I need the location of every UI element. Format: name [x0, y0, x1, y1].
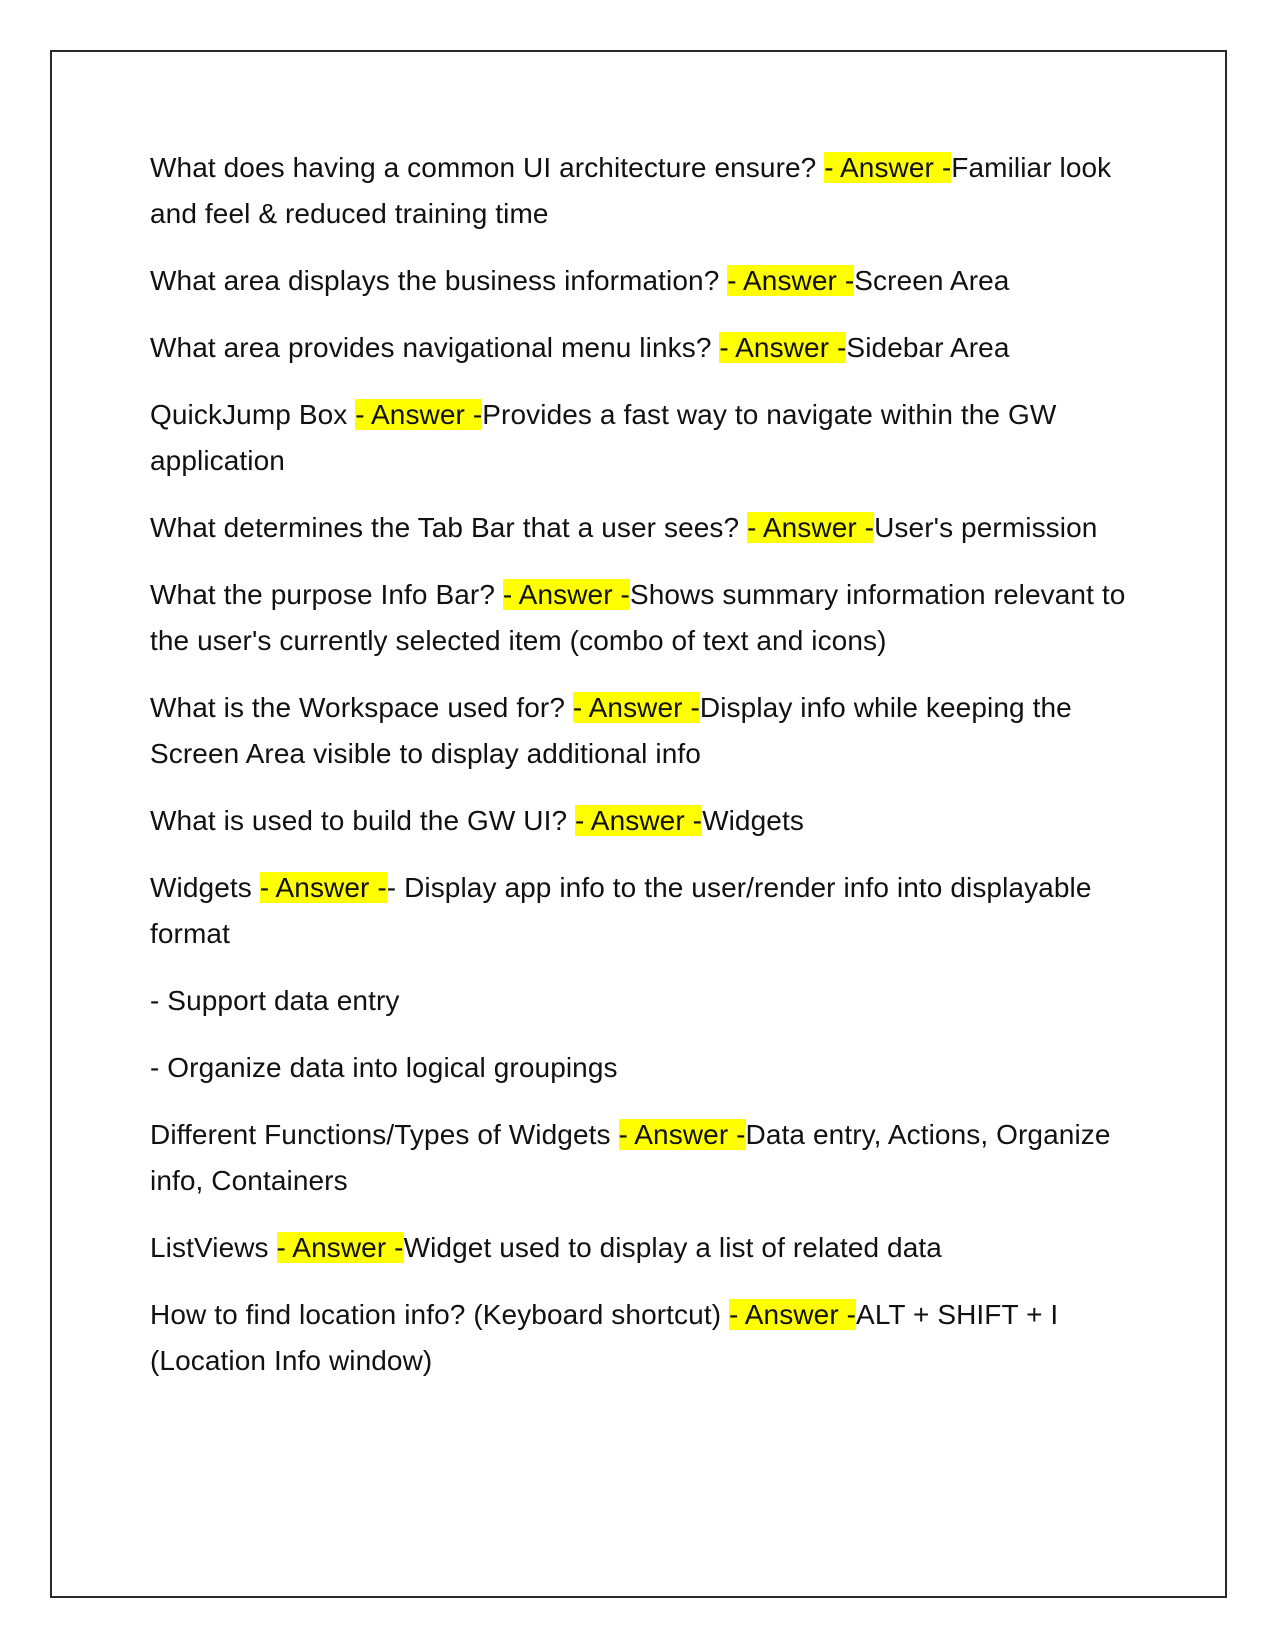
qa-paragraph-6 — [150, 572, 1130, 664]
answer-text: Display info while keeping the Screen Area visible to display additional info — [150, 692, 1072, 769]
bullet-paragraph-2 — [150, 1045, 1130, 1091]
question-text: What area provides navigational menu links? — [150, 332, 720, 363]
question-text: QuickJump Box — [150, 399, 356, 430]
question-text: ListViews — [150, 1232, 277, 1263]
question-text: What is the Workspace used for? — [150, 692, 573, 723]
question-text: How to find location info? (Keyboard shortcut) — [150, 1299, 730, 1330]
qa-paragraph-8 — [150, 798, 1130, 844]
answer-text: Familiar look and feel & reduced training time — [150, 152, 1112, 229]
qa-paragraph-11 — [150, 1225, 1130, 1271]
answer-highlight: - Answer - — [618, 1119, 746, 1150]
answer-text: Widgets — [702, 805, 804, 836]
bullet-text: - Support data entry — [150, 985, 400, 1016]
question-text: What does having a common UI architecture ensure? — [150, 152, 825, 183]
qa-paragraph-5 — [150, 505, 1130, 551]
qa-paragraph-9 — [150, 865, 1130, 957]
answer-highlight: - Answer - — [259, 872, 387, 903]
answer-highlight: - Answer - — [572, 692, 700, 723]
qa-paragraph-3 — [150, 325, 1130, 371]
answer-text: Sidebar Area — [846, 332, 1010, 363]
answer-text: User's permission — [874, 512, 1098, 543]
qa-paragraph-12 — [150, 1292, 1130, 1384]
answer-text: Screen Area — [854, 265, 1010, 296]
qa-paragraph-10 — [150, 1112, 1130, 1204]
question-text: Different Functions/Types of Widgets — [150, 1119, 619, 1150]
answer-highlight: - Answer - — [729, 1299, 857, 1330]
answer-highlight: - Answer - — [719, 332, 847, 363]
question-text: Widgets — [150, 872, 260, 903]
answer-text: Widget used to display a list of related data — [403, 1232, 942, 1263]
answer-text: Provides a fast way to navigate within the GW application — [150, 399, 1057, 476]
qa-paragraph-4 — [150, 392, 1130, 484]
answer-highlight: - Answer - — [824, 152, 952, 183]
document-body — [150, 145, 1130, 1405]
question-text: What the purpose Info Bar? — [150, 579, 503, 610]
qa-paragraph-1 — [150, 145, 1130, 237]
answer-text: - Display app info to the user/render info into displayable format — [150, 872, 1092, 949]
answer-highlight: - Answer - — [276, 1232, 404, 1263]
answer-highlight: - Answer - — [727, 265, 855, 296]
qa-paragraph-7 — [150, 685, 1130, 777]
answer-text: Shows summary information relevant to the user's currently selected item (combo of text and icons) — [150, 579, 1126, 656]
bullet-text: - Organize data into logical groupings — [150, 1052, 618, 1083]
answer-text: ALT + SHIFT + I (Location Info window) — [150, 1299, 1059, 1376]
answer-highlight: - Answer - — [502, 579, 630, 610]
question-text: What determines the Tab Bar that a user sees? — [150, 512, 748, 543]
bullet-paragraph-1 — [150, 978, 1130, 1024]
answer-highlight: - Answer - — [355, 399, 483, 430]
answer-highlight: - Answer - — [747, 512, 875, 543]
qa-paragraph-2 — [150, 258, 1130, 304]
answer-text: Data entry, Actions, Organize info, Containers — [150, 1119, 1111, 1196]
question-text: What is used to build the GW UI? — [150, 805, 576, 836]
answer-highlight: - Answer - — [575, 805, 703, 836]
question-text: What area displays the business information? — [150, 265, 728, 296]
